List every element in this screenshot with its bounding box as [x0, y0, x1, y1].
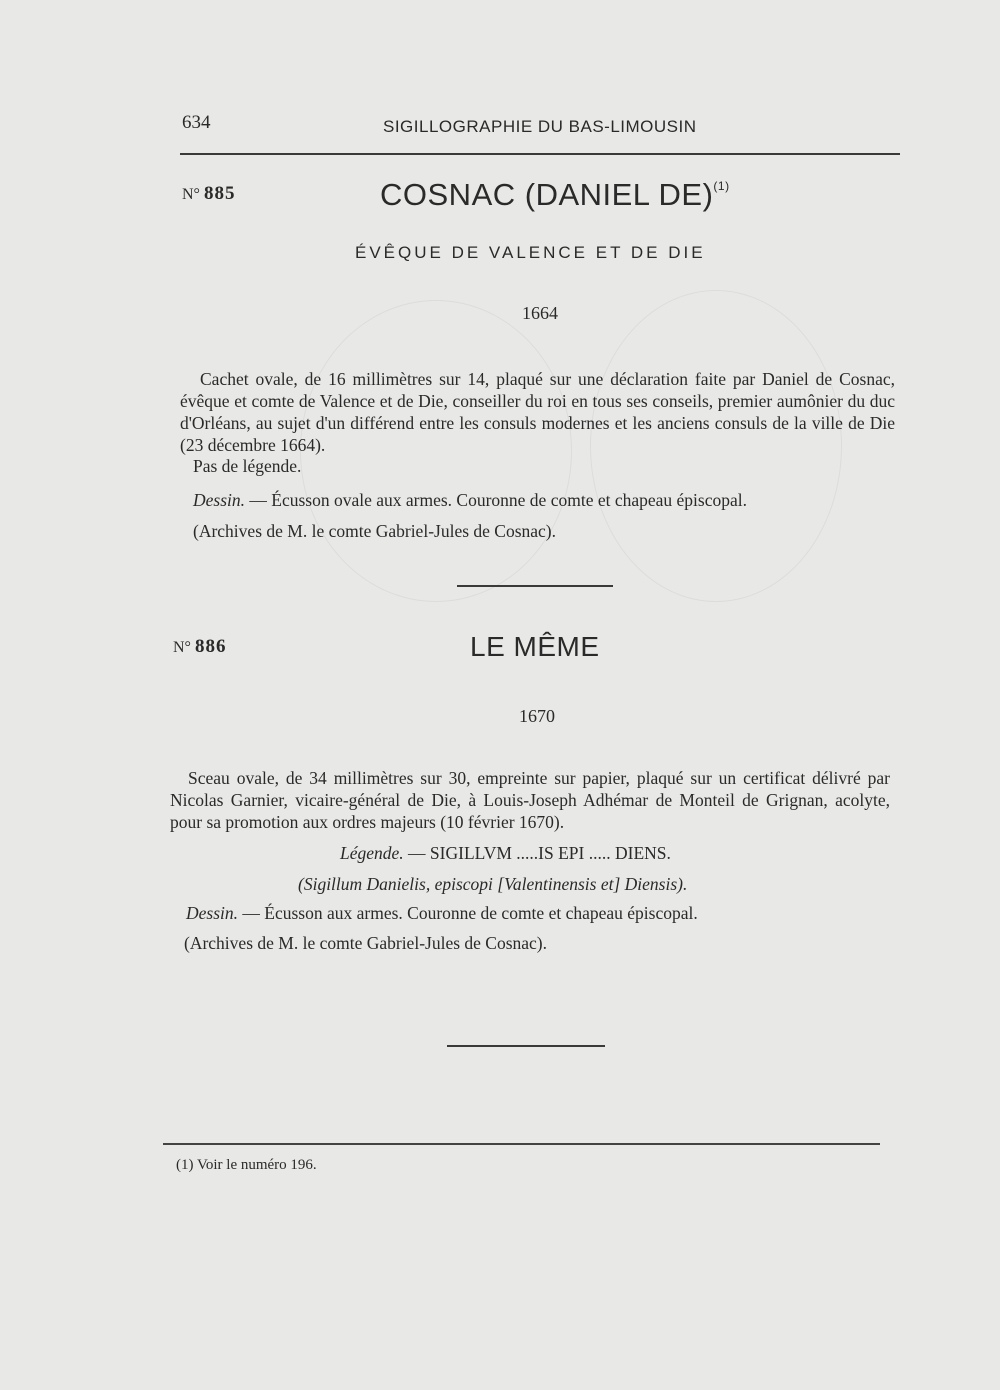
entry-886-year: 1670: [519, 706, 555, 726]
entry-885-subtitle: ÉVÊQUE DE VALENCE ET DE DIE: [355, 243, 706, 262]
entry-885-title: [380, 177, 730, 213]
entry-886-title: LE MÊME: [470, 631, 600, 662]
entry-885-description: [180, 368, 895, 456]
description-text: Sceau ovale, de 34 millimètres sur 30, empreinte sur papier, plaqué sur un certificat délivré par Nicolas Garnier, vicaire-général de Die, à Louis-Joseph Adhémar de Monteil de Grignan, acolyte, pour sa promotion aux ordres majeurs (10 février 1670).: [170, 768, 890, 832]
entry-number-prefix: N°: [182, 186, 204, 203]
entry-886-legende-expansion: (Sigillum Danielis, episcopi [Valentinensis et] Diensis).: [298, 874, 688, 894]
entry-885-dessin: [193, 490, 747, 511]
footnote-marker: (1): [713, 179, 730, 193]
entry-title-text: COSNAC (DANIEL DE): [380, 177, 714, 212]
entry-885-number: [182, 183, 235, 205]
footnote: (1) Voir le numéro 196.: [176, 1157, 317, 1173]
dessin-label: Dessin.: [186, 903, 239, 923]
entry-number-value: 885: [203, 183, 236, 204]
entry-886-description: [170, 767, 890, 833]
entry-number-value: 886: [194, 636, 227, 657]
section-separator: [447, 1045, 605, 1047]
entry-886-source: (Archives de M. le comte Gabriel-Jules de Cosnac).: [184, 933, 548, 953]
legende-text: — SIGILLVM .....IS EPI ..... DIENS.: [403, 843, 671, 863]
running-head: SIGILLOGRAPHIE DU BAS-LIMOUSIN: [383, 117, 697, 136]
entry-886-number: [173, 636, 226, 658]
dessin-text: — Écusson aux armes. Couronne de comte et chapeau épiscopal.: [238, 903, 698, 923]
legende-label: Légende.: [340, 843, 404, 863]
description-text: Cachet ovale, de 16 millimètres sur 14, plaqué sur une déclaration faite par Daniel de Cosnac, évêque et comte de Valence et de Die, conseiller du roi en tous ses conseils, premier aumônier du duc d'Orléans, au sujet d'un différend entre les consuls modernes et les anciens consuls de la ville de Die (23 décembre 1664).: [180, 369, 895, 455]
entry-886-dessin: [186, 903, 698, 924]
section-separator: [457, 585, 613, 587]
page-number: 634: [182, 112, 211, 133]
dessin-label: Dessin.: [193, 490, 246, 510]
entry-885-source: (Archives de M. le comte Gabriel-Jules de Cosnac).: [193, 521, 557, 541]
entry-886-legende: [340, 843, 671, 864]
footnote-rule: [163, 1143, 880, 1145]
header-rule: [180, 153, 900, 155]
entry-885-year: 1664: [522, 303, 558, 323]
entry-number-prefix: N°: [173, 639, 195, 656]
entry-885-legend: Pas de légende.: [193, 456, 302, 476]
dessin-text: — Écusson ovale aux armes. Couronne de comte et chapeau épiscopal.: [245, 490, 747, 510]
